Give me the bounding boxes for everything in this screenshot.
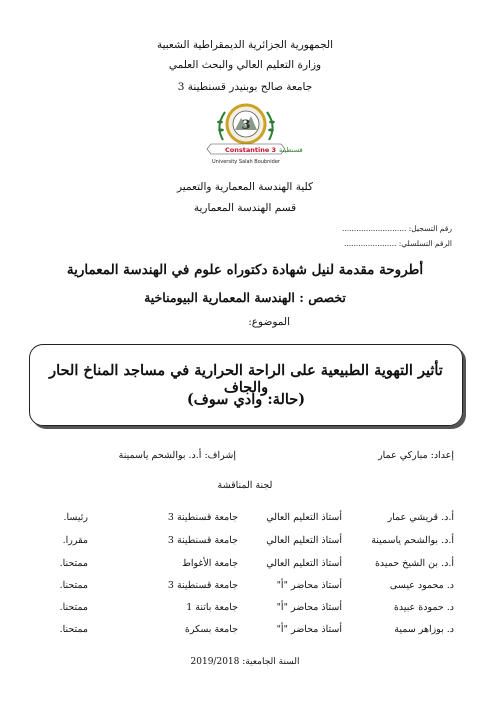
jury-institution: جامعة الأغواط: [182, 558, 238, 569]
jury-role: ممتحنا.: [59, 580, 88, 591]
jury-role: ممتحنا.: [59, 602, 88, 613]
jury-role: رئيسا.: [63, 512, 88, 523]
academic-year: السنة الجامعية: 2019/2018: [190, 657, 300, 667]
department-name: قسم الهندسة المعمارية: [193, 202, 297, 214]
jury-rank: أستاذ محاضر "أ": [276, 602, 342, 613]
logo-ring-text: University Salah Boubnider: [212, 159, 280, 165]
jury-institution: جامعة قسنطينة 3: [167, 580, 238, 591]
university-logo: [201, 100, 303, 166]
jury-name: أ.د. قريشي عمار: [387, 512, 454, 523]
university-heading: جامعة صالح بوبنيدر قسنطينة 3: [177, 81, 313, 93]
specialty: تخصص : الهندسة المعمارية البيومناخية: [144, 290, 346, 305]
thesis-title: أطروحة مقدمة لنيل شهادة دكتوراه علوم في الهندسة المعمارية: [66, 262, 424, 278]
republic-heading: الجمهورية الجزائرية الديمقراطية الشعبية: [156, 39, 334, 51]
university-logo-icon: [201, 100, 303, 166]
jury-rank: أستاذ التعليم العالي: [266, 535, 342, 546]
jury-name: د. حمودة عبيدة: [393, 602, 454, 613]
jury-institution: جامعة قسنطينة 3: [167, 535, 238, 546]
subject-box: [29, 344, 463, 426]
subject-label: الموضوع:: [248, 316, 290, 328]
jury-role: ممتحنا.: [59, 558, 88, 569]
jury-rank: أستاذ التعليم العالي: [266, 512, 342, 523]
faculty-name: كلية الهندسة المعمارية والتعمير: [177, 181, 313, 193]
serial-number: الرقم التسلسلي: ......................: [343, 239, 452, 248]
jury-name: أ.د. بن الشيخ حميدة: [374, 558, 454, 569]
logo-caption-arabic: قسنطينة: [279, 146, 303, 154]
logo-caption-latin: Constantine 3: [225, 146, 277, 154]
jury-name: د. بوزاهر سمية: [394, 624, 454, 635]
jury-institution: جامعة باتنة 1: [186, 602, 238, 613]
jury-name: د. محمود عيسى: [389, 580, 454, 591]
jury-rank: أستاذ محاضر "أ": [276, 580, 342, 591]
registration-number: رقم التسجيل: ...........................: [342, 224, 452, 233]
prepared-by: إعداد: مباركي عمار: [378, 450, 454, 461]
jury-role: ممتحنا.: [59, 624, 88, 635]
jury-rank: أستاذ التعليم العالي: [266, 558, 342, 569]
jury-role: مقررا.: [62, 535, 88, 546]
jury-rank: أستاذ محاضر "أ": [276, 624, 342, 635]
jury-institution: جامعة بسكرة: [184, 624, 238, 635]
ministry-heading: وزارة التعليم العالي والبحث العلمي: [168, 59, 322, 71]
logo-numeral: 3: [241, 118, 251, 133]
jury-institution: جامعة قسنطينة 3: [167, 512, 238, 523]
subject-line-1: تأثير التهوية الطبيعية على الراحة الحرارية في مساجد المناخ الحار والجاف: [49, 362, 443, 396]
jury-title: لجنة المناقشة: [217, 480, 273, 491]
supervised-by: إشراف: أ.د. بوالشحم ياسمينة: [118, 450, 236, 461]
subject-line-2: (حالة: وادي سوف): [186, 391, 306, 408]
jury-name: أ.د. بوالشحم ياسمينة: [371, 535, 454, 546]
